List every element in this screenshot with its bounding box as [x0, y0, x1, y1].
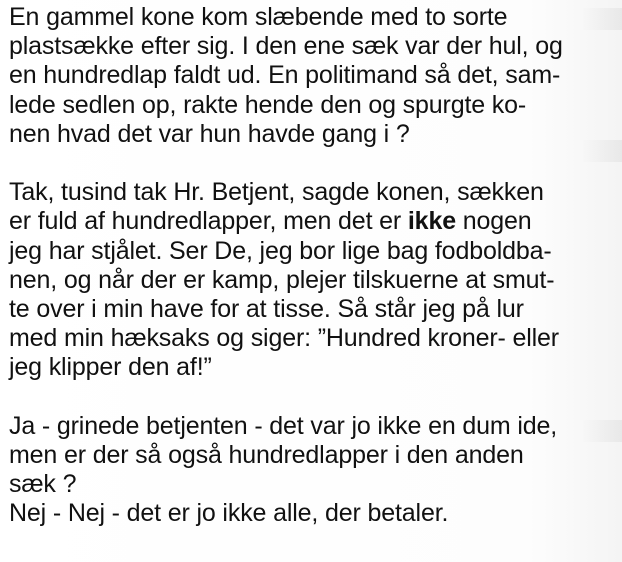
text-line: med min hæksaks og siger: ”Hundred kroner- eller [9, 324, 559, 353]
paragraph-1 [9, 3, 613, 149]
text-line: nen, og når der er kamp, plejer tilskuerne at smut- [9, 265, 555, 294]
text-line: Nej - Nej - det er jo ikke alle, der betaler. [9, 499, 449, 528]
paragraph-2 [9, 178, 613, 382]
text-line: jeg klipper den af!” [9, 353, 212, 382]
text-line: te over i min have for at tisse. Så står jeg på lur [9, 295, 524, 324]
text-line: Tak, tusind tak Hr. Betjent, sagde konen, sækken [9, 178, 544, 207]
story-text [9, 3, 613, 529]
bold-emphasis: ikke [407, 207, 456, 236]
text-line: Ja - grinede betjenten - det var jo ikke en dum ide, [9, 411, 558, 440]
text-segment: nogen [455, 207, 532, 236]
text-line: En gammel kone kom slæbende med to sorte [9, 3, 508, 31]
text-line: men er der så også hundredlapper i den anden [9, 441, 524, 470]
text-line: jeg har stjålet. Ser De, jeg bor lige bag fodboldba- [9, 236, 552, 265]
text-line: nen hvad det var hun havde gang i ? [9, 119, 410, 148]
text-line [9, 207, 613, 236]
text-line: lede sedlen op, rakte hende den og spurgte ko- [9, 90, 527, 119]
paragraph-3 [9, 412, 613, 529]
text-line: en hundredlap faldt ud. En politimand så det, sam- [9, 61, 561, 90]
text-line: sæk ? [9, 470, 77, 499]
text-line: plastsække efter sig. I den ene sæk var der hul, og [9, 32, 563, 61]
text-segment: er fuld af hundredlapper, men det er [9, 207, 408, 236]
